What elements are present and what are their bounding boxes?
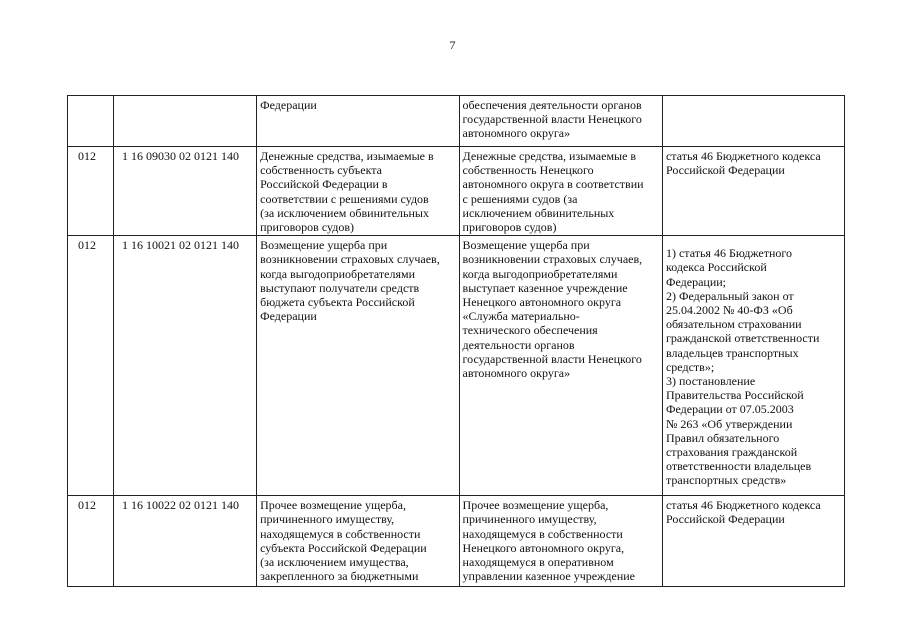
page-number: 7	[449, 38, 456, 52]
subject-revenue-name-cell: Денежные средства, изымаемые в собственность субъекта Российской Федерации в соответствии с решениями судов (за исключением обвинительных приговоров судов)	[257, 147, 459, 236]
subject-revenue-name-cell: Прочее возмещение ущерба, причиненного имуществу, находящемуся в собственности субъекта Российской Федерации (за исключением имущества, закрепленного за бюджетными	[257, 496, 459, 587]
table-row	[68, 147, 845, 236]
budget-class-code-cell: 1 16 09030 02 0121 140	[114, 147, 257, 236]
table-row	[68, 96, 845, 147]
budget-class-code-cell: 1 16 10021 02 0121 140	[114, 236, 257, 496]
table-row	[68, 496, 845, 587]
budget-class-code-cell	[114, 96, 257, 147]
nao-revenue-name-cell: Прочее возмещение ущерба, причиненного имуществу, находящемуся в собственности Ненецкого автономного округа, находящемуся в оперативном управлении казенное учреждение	[459, 496, 662, 587]
admin-code-cell: 012	[68, 496, 114, 587]
budget-revenue-table	[67, 95, 845, 587]
subject-revenue-name-cell: Возмещение ущерба при возникновении страховых случаев, когда выгодоприобретателями выступают получатели средств бюджета субъекта Российской Федерации	[257, 236, 459, 496]
admin-code-cell: 012	[68, 236, 114, 496]
table-row	[68, 236, 845, 496]
budget-class-code-cell: 1 16 10022 02 0121 140	[114, 496, 257, 587]
legal-basis-cell: статья 46 Бюджетного кодекса Российской Федерации	[662, 147, 844, 236]
admin-code-cell: 012	[68, 147, 114, 236]
nao-revenue-name-cell: Денежные средства, изымаемые в собственность Ненецкого автономного округа в соответствии с решениями судов (за исключением обвинительных приговоров судов)	[459, 147, 662, 236]
subject-revenue-name-cell: Федерации	[257, 96, 459, 147]
nao-revenue-name-cell: обеспечения деятельности органов государственной власти Ненецкого автономного округа»	[459, 96, 662, 147]
nao-revenue-name-cell: Возмещение ущерба при возникновении страховых случаев, когда выгодоприобретателями выступает казенное учреждение Ненецкого автономного округа «Служба материально- технического обеспечения деятельности органов государственной власти Ненецкого автономного округа»	[459, 236, 662, 496]
legal-basis-cell	[662, 96, 844, 147]
legal-basis-cell: статья 46 Бюджетного кодекса Российской Федерации	[662, 496, 844, 587]
legal-basis-cell: 1) статья 46 Бюджетного кодекса Российской Федерации; 2) Федеральный закон от 25.04.2002 № 40-ФЗ «Об обязательном страховании гражданской ответственности владельцев транспортных средств»; 3) постановление Правительства Российской Федерации от 07.05.2003 № 263 «Об утверждении Правил обязательного страхования гражданской ответственности владельцев транспортных средств»	[662, 236, 844, 496]
admin-code-cell	[68, 96, 114, 147]
